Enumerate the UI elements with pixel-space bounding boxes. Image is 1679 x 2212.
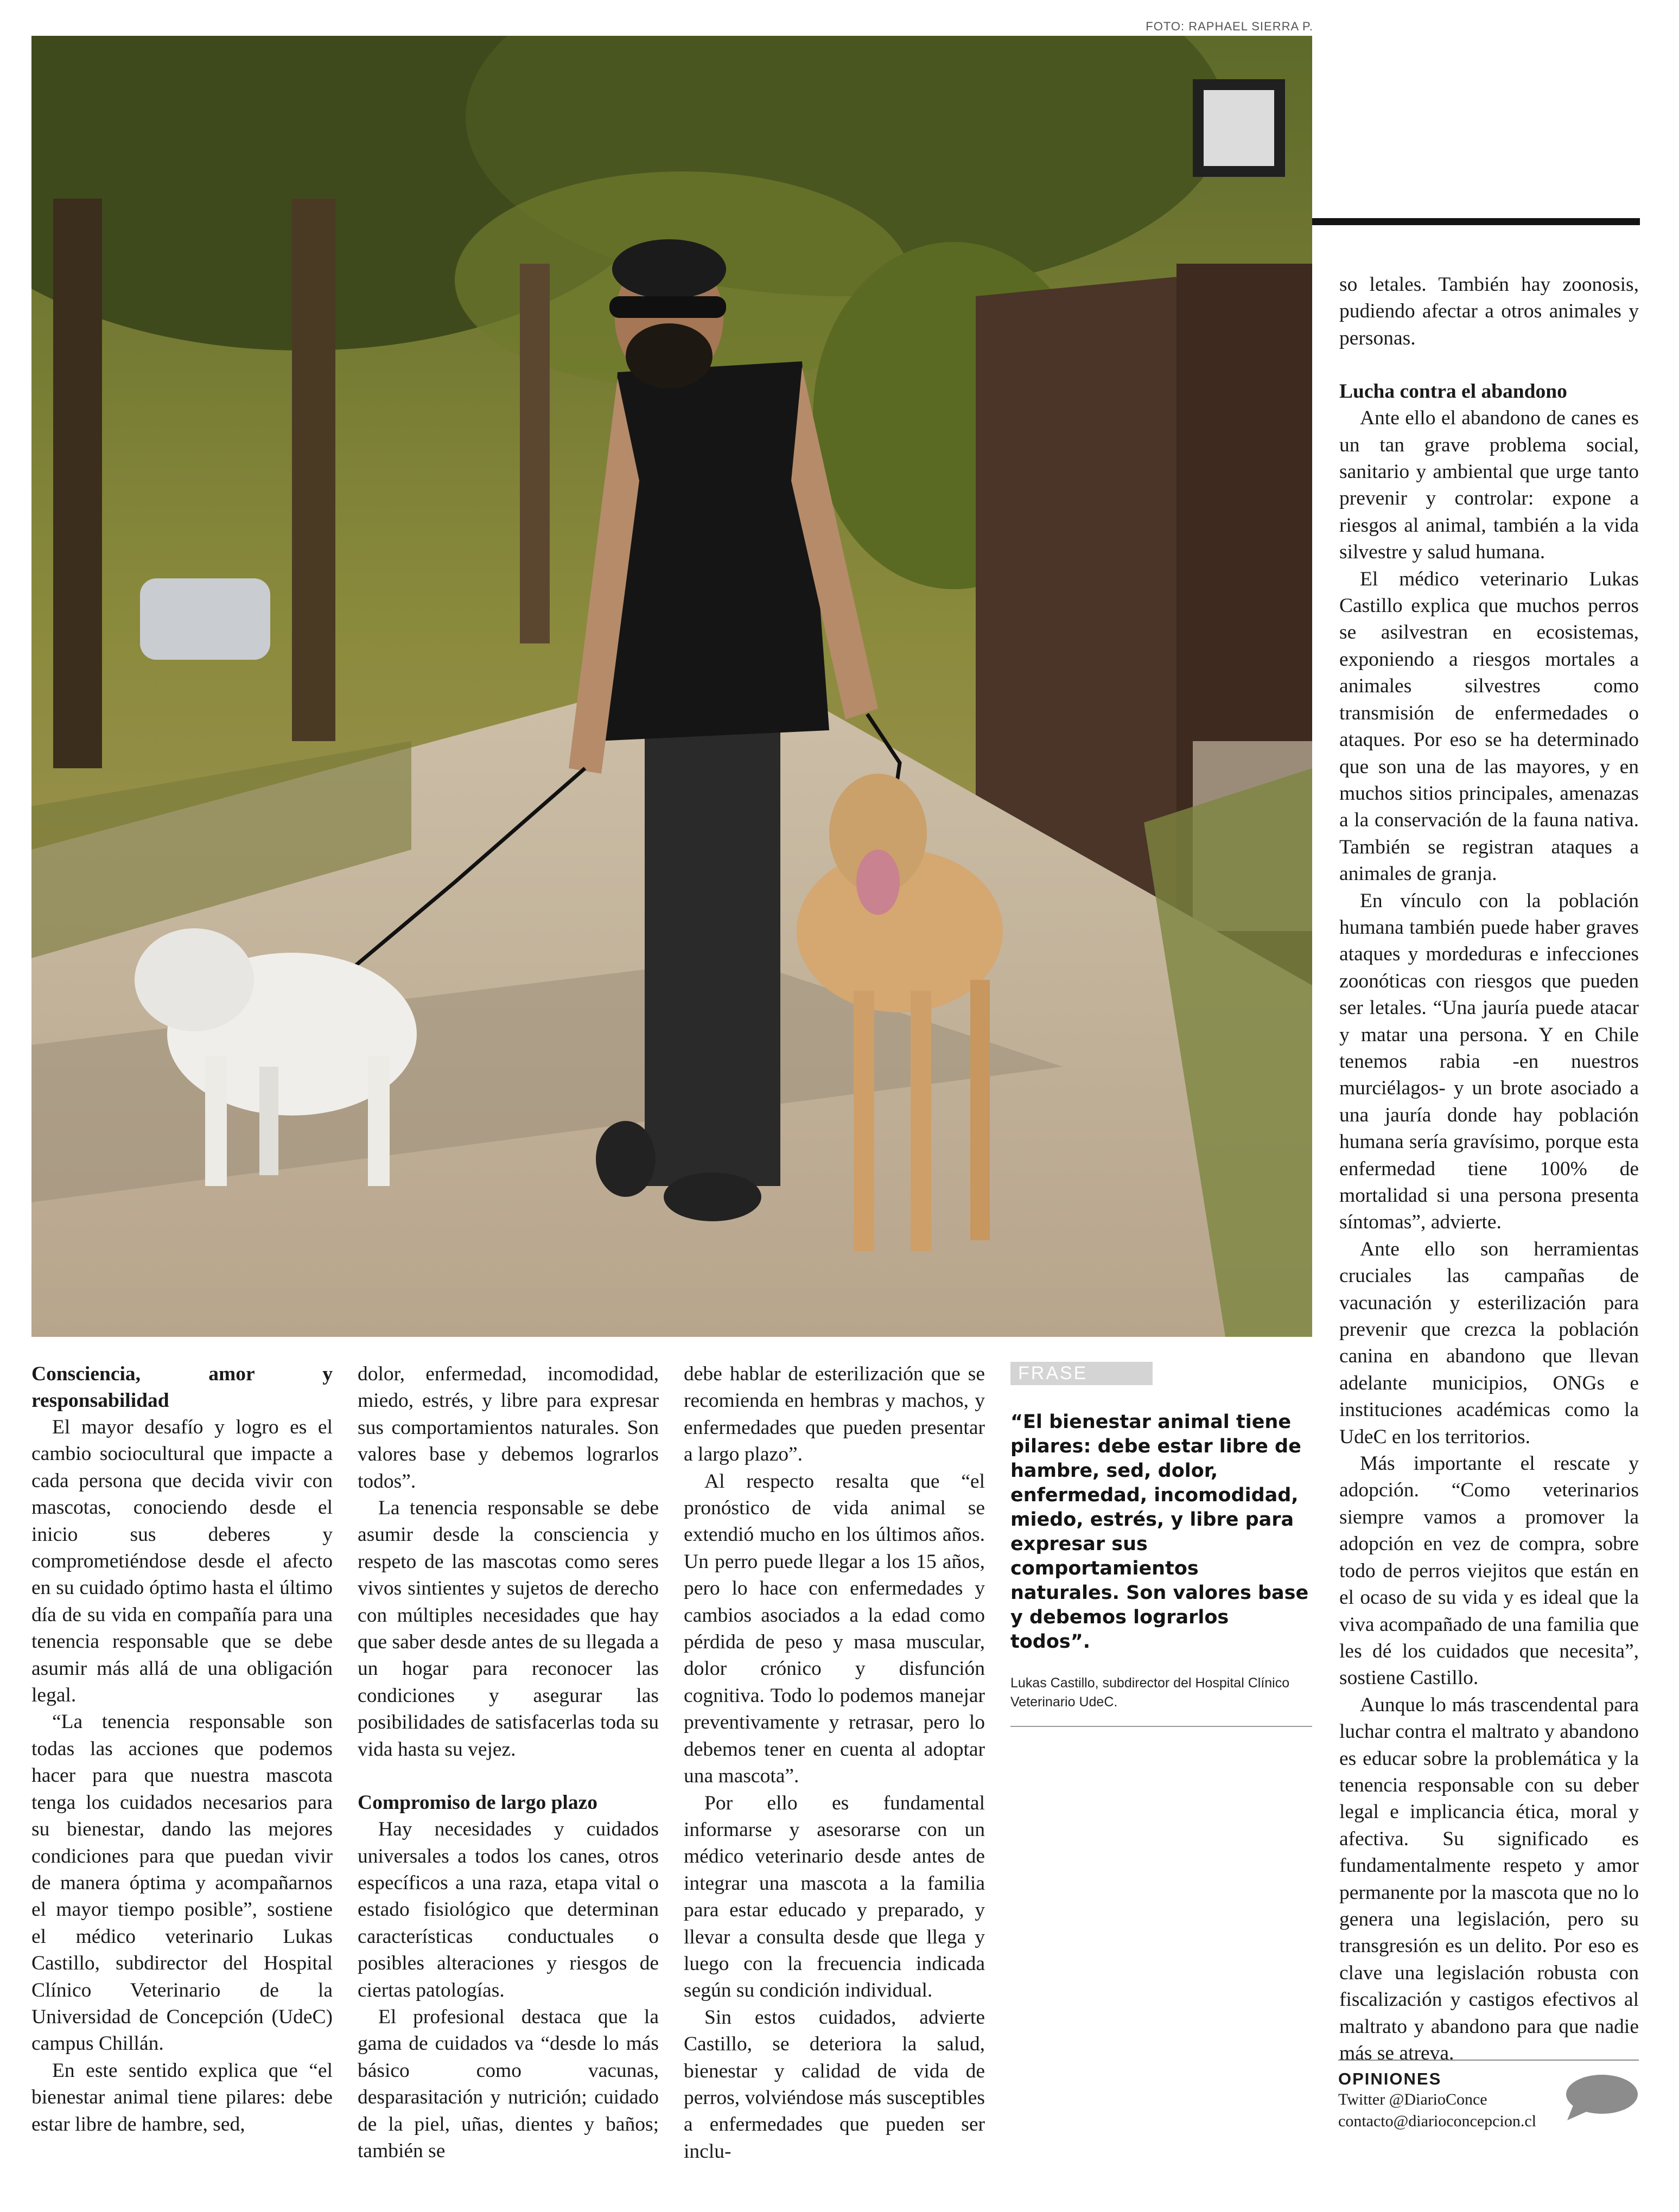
top-rule bbox=[1312, 218, 1640, 225]
speech-bubble-icon bbox=[1563, 2073, 1639, 2121]
article-column-2 bbox=[358, 1361, 659, 2164]
paragraph: El profesional destaca que la gama de cuidados va “desde lo más básico como vacunas, desparasitación y nutrición; cuidado de la piel, uñas, dientes y baños; también se bbox=[358, 2005, 659, 2162]
paragraph: so letales. También hay zoonosis, pudiendo afectar a otros animales y personas. bbox=[1339, 273, 1639, 349]
quote-text: “El bienestar animal tiene pilares: debe estar libre de hambre, sed, dolor, enfermedad, incomodidad, miedo, estrés, y libre para expresar sus comportamientos naturales. Son valores base y debemos lograrlos todos”. bbox=[1010, 1411, 1309, 1653]
paragraph: dolor, enfermedad, incomodidad, miedo, estrés, y libre para expresar sus comportamientos naturales. Son valores base y debemos lograrlos todos”. bbox=[358, 1363, 659, 1493]
quote-tag: FRASE bbox=[1010, 1362, 1153, 1385]
paragraph: Ante ello son herramientas cruciales las campañas de vacunación y esterilización para prevenir que crezca la población canina en abandono que llevan adelante municipios, ONGs e instituciones académicas como la UdeC en los territorios. bbox=[1339, 1238, 1639, 1448]
paragraph: Al respecto resalta que “el pronóstico de vida animal se extendió mucho en los últimos años. Un perro puede llegar a los 15 años, pero lo hace con enfermedades y cambios asociados a la edad como pérdida de peso y masa muscular, dolor crónico y disfunción cognitiva. Todo lo podemos manejar preventivamente y retrasar, pero lo debemos tener en cuenta al adoptar una mascota”. bbox=[684, 1470, 985, 1788]
twitter-handle[interactable]: Twitter @DiarioConce bbox=[1338, 2090, 1487, 2108]
paragraph: En este sentido explica que “el bienestar animal tiene pilares: debe estar libre de hambre, sed, bbox=[31, 2059, 333, 2135]
quote-author: Lukas Castillo, subdirector del Hospital Clínico Veterinario UdeC. bbox=[1010, 1675, 1290, 1710]
paragraph: Hay necesidades y cuidados universales a todos los canes, otros específicos a una raza, etapa vital o estado fisiológico que determinan características conductuales o posibles alteraciones y riesgos de ciertas patologías. bbox=[358, 1818, 659, 2001]
paragraph: Ante ello el abandono de canes es un tan grave problema social, sanitario y ambiental que urge tanto prevenir y controlar: expone a riesgos al animal, también a la vida silvestre y salud humana. bbox=[1339, 407, 1639, 564]
paragraph: “La tenencia responsable son todas las acciones que podemos hacer para que nuestra mascota tenga los cuidados necesarios para su bienestar, dando las mejores condiciones para que puedan vivir de manera óptima y acompañarnos el mayor tiempo posible”, sostiene el médico veterinario Lukas Castillo, subdirector del Hospital Clínico Veterinario de la Universidad de Concepción (UdeC) campus Chillán. bbox=[31, 1711, 333, 2055]
paragraph: Más importante el rescate y adopción. “Como veterinarios siempre vamos a promover la adopción en vez de compra, sobre todo de perros viejitos que están en el ocaso de su vida y es ideal que la viva acompañado de una familia que les dé los cuidados que necesita”, sostiene Castillo. bbox=[1339, 1452, 1639, 1690]
pull-quote bbox=[1010, 1362, 1312, 1727]
paragraph: Sin estos cuidados, advierte Castillo, se deteriora la salud, bienestar y calidad de vida de perros, volviéndose más susceptibles a enfermedades que pueden ser inclu- bbox=[684, 2006, 985, 2163]
section-heading: Compromiso de largo plazo bbox=[358, 1792, 597, 1814]
paragraph: debe hablar de esterilización que se recomienda en hembras y machos, y enfermedades que pueden presentar a largo plazo”. bbox=[684, 1363, 985, 1466]
paragraph: El médico veterinario Lukas Castillo explica que muchos perros se asilvestran en ecosistemas, exponiendo a riesgos mortales a animales silvestres como transmisión de enfermedades o ataques. Por eso se ha determinado que son una de las mayores, y en muchos sitios principales, amenazas a la conservación de la fauna nativa. También se registran ataques a animales de granja. bbox=[1339, 568, 1639, 885]
article-column-3 bbox=[684, 1361, 985, 2165]
paragraph: El mayor desafío y logro es el cambio sociocultural que impacte a cada persona que decida vivir con mascotas, conociendo desde el inicio sus deberes y comprometiéndose desde el afecto en su cuidado óptimo hasta el último día de su vida en compañía para una tenencia responsable que se debe asumir más allá de una obligación legal. bbox=[31, 1416, 333, 1707]
paragraph: Aunque lo más trascendental para luchar contra el maltrato y abandono es educar sobre la problemática y la tenencia responsable con su deber legal e implicancia ética, moral y afectiva. Su significado es fundamentalmente respeto y amor permanente por la mascota que no lo genera una legislación, pero su transgresión es un delito. Por eso es clave una legislación robusta con fiscalización y castigos efectivos al maltrato y abandono para que nadie más se atreva. bbox=[1339, 1693, 1639, 2064]
article-photo bbox=[31, 36, 1312, 1337]
paragraph: En vínculo con la población humana también puede haber graves ataques y mordeduras e infecciones zoonóticas con riesgos que pueden ser letales. “Una jauría puede atacar y matar una persona. Y en Chile tenemos rabia -en nuestros murciélagos- y un brote asociado a una jauría donde hay población humana sería gravísimo, porque esta enfermedad tiene 100% de mortalidad si una persona presenta síntomas”, advierte. bbox=[1339, 889, 1639, 1234]
paragraph: La tenencia responsable se debe asumir desde la consciencia y respeto de las mascotas como seres vivos sintientes y sujetos de derecho con múltiples necesidades que hay que saber desde antes de su llegada a un hogar para reconocer las condiciones y asegurar las posibilidades de satisfacerlas toda su vida hasta su vejez. bbox=[358, 1497, 659, 1761]
footer-label: OPINIONES bbox=[1338, 2069, 1442, 2088]
article-column-right bbox=[1339, 271, 1639, 2067]
photo-man-walking-dogs bbox=[31, 36, 1312, 1337]
divider bbox=[1010, 1726, 1312, 1727]
section-heading: Lucha contra el abandono bbox=[1339, 380, 1567, 403]
contact-email[interactable]: contacto@diarioconcepcion.cl bbox=[1338, 2112, 1536, 2130]
paragraph: Por ello es fundamental informarse y asesorarse con un médico veterinario desde antes de integrar una mascota a la familia para estar educado y preparado, y llevar a consulta desde que llega y luego con la frecuencia indicada según su condición individual. bbox=[684, 1792, 985, 2002]
section-heading: Consciencia, amor y responsabilidad bbox=[31, 1363, 333, 1412]
article-column-1 bbox=[31, 1361, 333, 2138]
photo-credit: FOTO: RAPHAEL SIERRA P. bbox=[1146, 20, 1313, 33]
